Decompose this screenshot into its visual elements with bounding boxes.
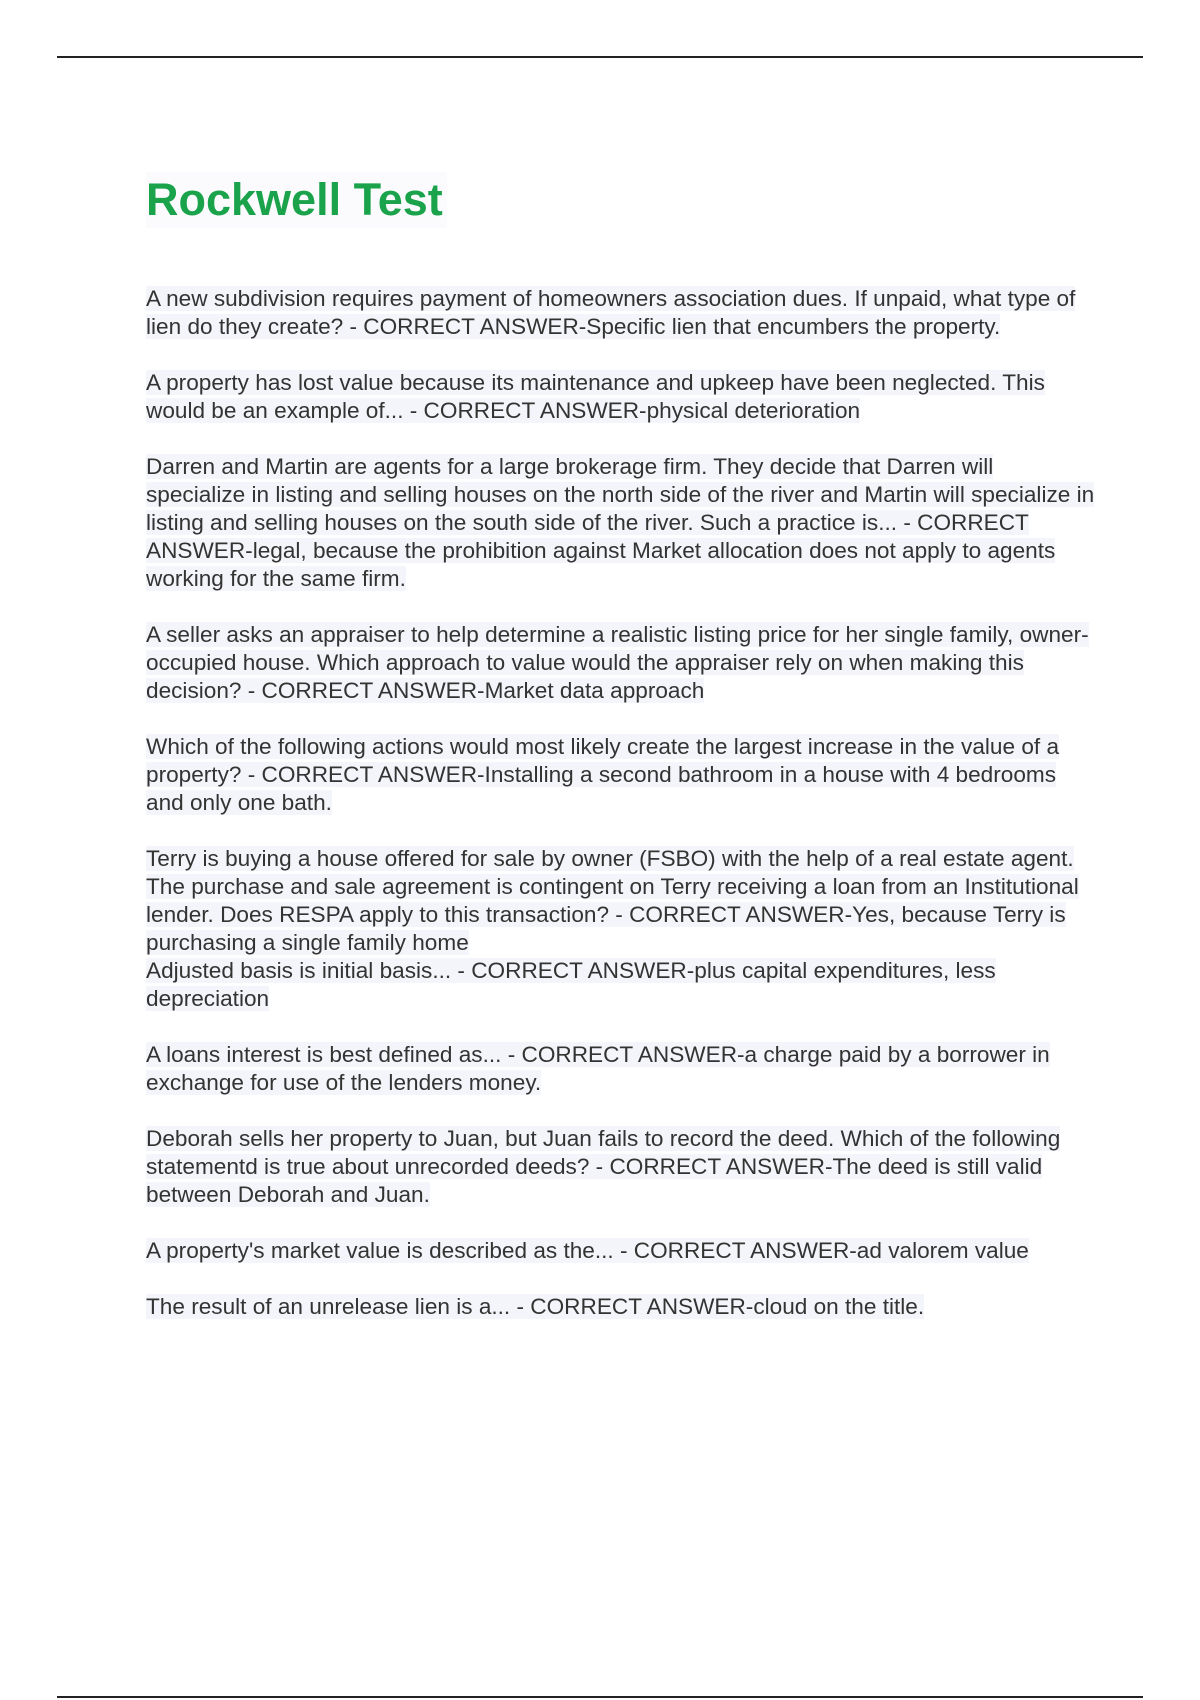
- qa-item: [146, 285, 1096, 341]
- qa-text: Terry is buying a house offered for sale by owner (FSBO) with the help of a real estate agent. The purchase and sale agreement is contingent on Terry receiving a loan from an Institutional lender. Does RESPA apply to this transaction? - CORRECT ANSWER-Yes, because Terry is purchasing a single family home: [146, 846, 1079, 955]
- qa-text: Adjusted basis is initial basis... - CORRECT ANSWER-plus capital expenditures, less depreciation: [146, 958, 996, 1011]
- qa-list: [146, 285, 1096, 1349]
- page-title: Rockwell Test: [146, 172, 447, 228]
- header-rule: [57, 56, 1143, 58]
- footer-rule: [57, 1696, 1143, 1698]
- qa-item: [146, 733, 1096, 817]
- qa-item: [146, 957, 1096, 1013]
- qa-item: [146, 1041, 1096, 1097]
- qa-text: A property's market value is described as the... - CORRECT ANSWER-ad valorem value: [146, 1238, 1029, 1263]
- qa-item: [146, 621, 1096, 705]
- qa-item: [146, 1237, 1096, 1265]
- qa-text: A property has lost value because its maintenance and upkeep have been neglected. This would be an example of... - CORRECT ANSWER-physical deterioration: [146, 370, 1045, 423]
- qa-item: [146, 845, 1096, 957]
- qa-text: A loans interest is best defined as... - CORRECT ANSWER-a charge paid by a borrower in exchange for use of the lenders money.: [146, 1042, 1050, 1095]
- qa-text: Darren and Martin are agents for a large brokerage firm. They decide that Darren will specialize in listing and selling houses on the north side of the river and Martin will specialize in listing and selling houses on the south side of the river. Such a practice is... - CORRECT ANSWER-legal, because the prohibition against Market allocation does not apply to agents working for the same firm.: [146, 454, 1095, 591]
- qa-item: [146, 1293, 1096, 1321]
- qa-text: A new subdivision requires payment of homeowners association dues. If unpaid, what type of lien do they create? - CORRECT ANSWER-Specific lien that encumbers the property.: [146, 286, 1076, 339]
- qa-text: Deborah sells her property to Juan, but Juan fails to record the deed. Which of the following statementd is true about unrecorded deeds? - CORRECT ANSWER-The deed is still valid between Deborah and Juan.: [146, 1126, 1061, 1207]
- qa-item: [146, 453, 1096, 593]
- qa-item: [146, 1125, 1096, 1209]
- qa-text: Which of the following actions would most likely create the largest increase in the value of a property? - CORRECT ANSWER-Installing a second bathroom in a house with 4 bedrooms and only one bath.: [146, 734, 1060, 815]
- qa-item: [146, 369, 1096, 425]
- qa-text: The result of an unrelease lien is a... - CORRECT ANSWER-cloud on the title.: [146, 1294, 925, 1319]
- qa-text: A seller asks an appraiser to help determine a realistic listing price for her single family, owner-occupied house. Which approach to value would the appraiser rely on when making this decision? - CORRECT ANSWER-Market data approach: [146, 622, 1089, 703]
